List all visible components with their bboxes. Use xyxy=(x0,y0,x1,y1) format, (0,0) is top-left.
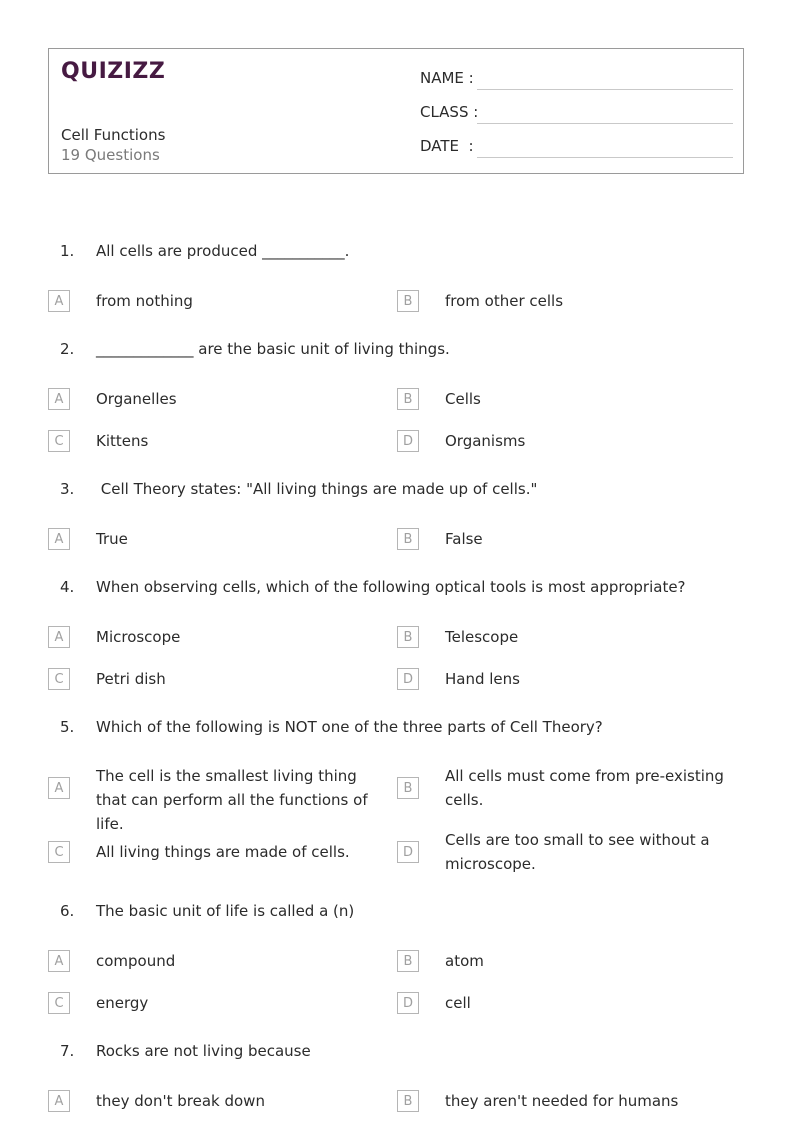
option-text: All living things are made of cells. xyxy=(96,843,350,861)
option-text: Petri dish xyxy=(96,670,166,688)
question-number: 3. xyxy=(60,480,75,498)
class-line[interactable] xyxy=(477,123,733,124)
question-text: Which of the following is NOT one of the three parts of Cell Theory? xyxy=(96,718,603,736)
option-text: cell xyxy=(445,994,471,1012)
option-letter[interactable]: B xyxy=(397,1090,419,1112)
question-text: Cell Theory states: "All living things are made up of cells." xyxy=(96,480,538,498)
option-letter[interactable]: B xyxy=(397,528,419,550)
option-text: Microscope xyxy=(96,628,181,646)
option-text: False xyxy=(445,530,483,548)
option-text: The cell is the smallest living thing that can perform all the functions of life. xyxy=(96,767,368,833)
quizizz-logo: QUIZIZZ xyxy=(61,59,166,84)
option-text: Hand lens xyxy=(445,670,520,688)
question-number: 4. xyxy=(60,578,75,596)
option-letter[interactable]: D xyxy=(397,430,419,452)
option-text: Kittens xyxy=(96,432,149,450)
option-text: compound xyxy=(96,952,176,970)
option-letter[interactable]: D xyxy=(397,841,419,863)
option-letter[interactable]: C xyxy=(48,430,70,452)
question-text: _____________ are the basic unit of living things. xyxy=(96,340,450,358)
question-number: 6. xyxy=(60,902,75,920)
question-number: 2. xyxy=(60,340,75,358)
date-line[interactable] xyxy=(477,157,733,158)
option-letter[interactable]: A xyxy=(48,777,70,799)
option-text: energy xyxy=(96,994,149,1012)
option-letter[interactable]: B xyxy=(397,388,419,410)
option-text: Organisms xyxy=(445,432,526,450)
name-label: NAME : xyxy=(420,69,474,87)
option-text: Telescope xyxy=(445,628,519,646)
question-number: 5. xyxy=(60,718,75,736)
option-letter[interactable]: A xyxy=(48,388,70,410)
question-text: When observing cells, which of the following optical tools is most appropriate? xyxy=(96,578,686,596)
option-text: from nothing xyxy=(96,292,193,310)
question-number: 7. xyxy=(60,1042,75,1060)
option-letter[interactable]: D xyxy=(397,992,419,1014)
option-text: True xyxy=(96,530,128,548)
option-text: atom xyxy=(445,952,484,970)
question-text: Rocks are not living because xyxy=(96,1042,311,1060)
worksheet-title: Cell Functions xyxy=(61,126,166,144)
option-text: Cells are too small to see without a microscope. xyxy=(445,831,710,873)
option-letter[interactable]: A xyxy=(48,1090,70,1112)
option-letter[interactable]: D xyxy=(397,668,419,690)
option-text: from other cells xyxy=(445,292,564,310)
option-text: they don't break down xyxy=(96,1092,265,1110)
option-letter[interactable]: A xyxy=(48,626,70,648)
option-text: Organelles xyxy=(96,390,177,408)
option-letter[interactable]: A xyxy=(48,950,70,972)
question-text: All cells are produced ___________. xyxy=(96,242,350,260)
option-letter[interactable]: A xyxy=(48,528,70,550)
class-label: CLASS : xyxy=(420,103,479,121)
option-letter[interactable]: C xyxy=(48,841,70,863)
option-letter[interactable]: B xyxy=(397,777,419,799)
worksheet-header xyxy=(48,48,744,174)
question-text: The basic unit of life is called a (n) xyxy=(96,902,355,920)
option-letter[interactable]: C xyxy=(48,668,70,690)
question-number: 1. xyxy=(60,242,75,260)
name-line[interactable] xyxy=(477,89,733,90)
option-text: All cells must come from pre-existing cells. xyxy=(445,767,724,809)
option-text: they aren't needed for humans xyxy=(445,1092,679,1110)
option-letter[interactable]: C xyxy=(48,992,70,1014)
question-count: 19 Questions xyxy=(61,146,160,164)
option-letter[interactable]: B xyxy=(397,626,419,648)
option-letter[interactable]: B xyxy=(397,290,419,312)
option-letter[interactable]: A xyxy=(48,290,70,312)
date-label: DATE : xyxy=(420,137,474,155)
option-text: Cells xyxy=(445,390,481,408)
option-letter[interactable]: B xyxy=(397,950,419,972)
